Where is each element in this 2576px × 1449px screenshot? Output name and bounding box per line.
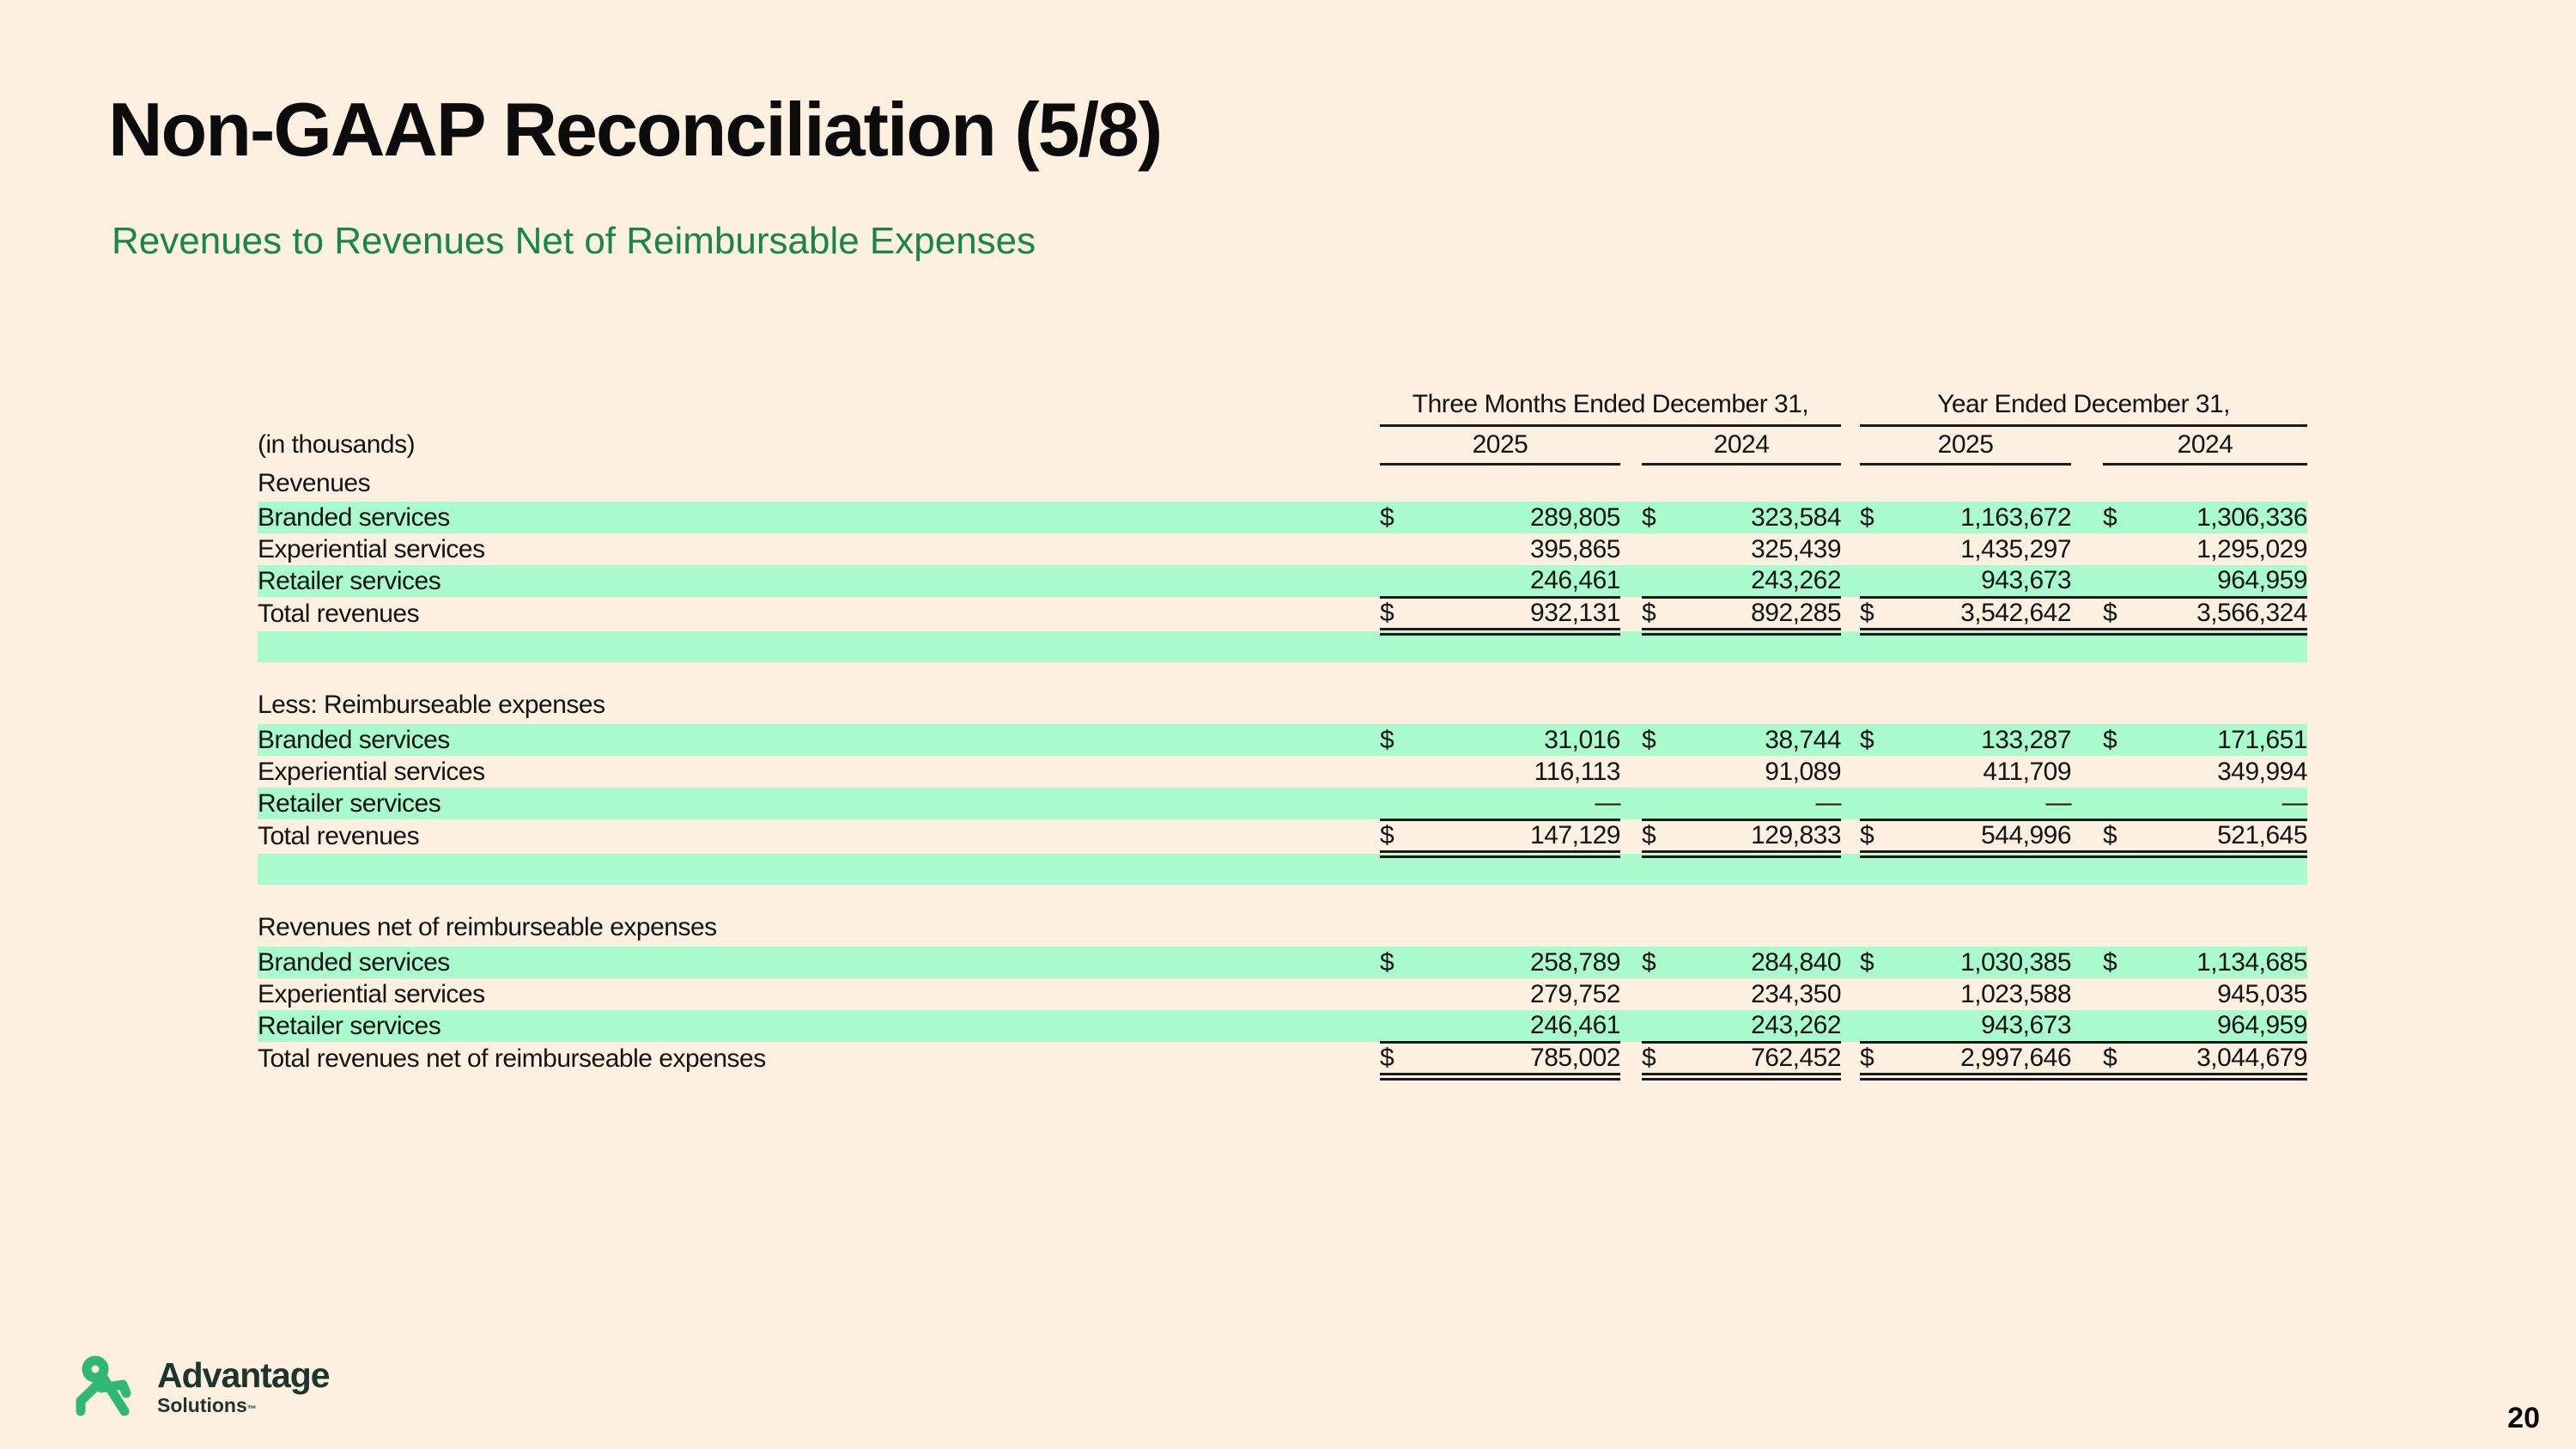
col-year: 2024 (2103, 425, 2307, 464)
cell-value: 284,840 (1676, 947, 1841, 978)
row-label: Experiential services (258, 979, 485, 1008)
dollar-sign: $ (1642, 947, 1676, 978)
column-gap (1841, 533, 1860, 565)
cell-value: 133,287 (1896, 724, 2071, 756)
cell-value: 943,673 (1896, 565, 2071, 597)
row-label: Experiential services (258, 757, 485, 786)
column-gap (2071, 819, 2103, 854)
spacer-cell (258, 631, 2307, 662)
cell-value: 91,089 (1765, 757, 1842, 786)
dollar-sign (1860, 565, 1896, 597)
column-gap (2071, 756, 2103, 788)
table-row (258, 819, 2307, 854)
col-year: 2025 (1380, 425, 1620, 464)
dollar-sign (1642, 978, 1676, 1010)
table-row (258, 978, 2307, 1010)
dollar-sign (2103, 533, 2139, 565)
cell-value: 147,129 (1414, 819, 1620, 854)
cell-value: 411,709 (1983, 757, 2072, 786)
cell-value: 349,994 (2217, 757, 2308, 786)
dollar-sign (1642, 756, 1676, 788)
page-title: Non-GAAP Reconciliation (5/8) (108, 87, 1162, 172)
logo-line2: Solutions™ (157, 1393, 257, 1416)
cell-value: — (2139, 788, 2307, 819)
column-gap (1841, 502, 1860, 533)
dollar-sign: $ (1380, 502, 1414, 533)
units-label: (in thousands) (258, 429, 416, 459)
dollar-sign: $ (2103, 724, 2139, 756)
cell-value: 258,789 (1414, 947, 1620, 978)
cell-value: — (1414, 788, 1620, 819)
page-number: 20 (2507, 1402, 2540, 1434)
dollar-sign (1380, 756, 1414, 788)
column-gap (1620, 756, 1642, 788)
dollar-sign: $ (1642, 724, 1676, 756)
column-gap (1841, 756, 1860, 788)
cell-value: 323,584 (1676, 502, 1841, 533)
cell-value: 116,113 (1534, 757, 1620, 786)
advantage-solutions-logo (73, 1355, 330, 1417)
table-row (258, 533, 2307, 565)
logo-line1: Advantage (157, 1355, 330, 1395)
header-gap (1620, 425, 1642, 464)
dollar-sign: $ (1642, 502, 1676, 533)
dollar-sign: $ (2103, 1042, 2139, 1076)
cell-value: 325,439 (1751, 534, 1842, 563)
cell-value: 932,131 (1414, 597, 1620, 631)
dollar-sign (2103, 1010, 2139, 1042)
column-gap (1841, 1042, 1860, 1076)
cell-value: 1,030,385 (1896, 947, 2071, 978)
table-row (258, 1042, 2307, 1076)
cell-value: 521,645 (2139, 819, 2307, 854)
cell-value: — (1676, 788, 1841, 819)
table-row (258, 947, 2307, 978)
cell-value: 1,306,336 (2139, 502, 2307, 533)
column-gap (2071, 978, 2103, 1010)
section-label: Less: Reimburseable expenses (258, 691, 605, 719)
cell-value: 964,959 (2139, 1010, 2307, 1042)
cell-value: 762,452 (1676, 1042, 1841, 1076)
cell-value: 289,805 (1414, 502, 1620, 533)
dollar-sign (1642, 533, 1676, 565)
row-label: Branded services (258, 724, 1380, 756)
cell-value: 1,295,029 (2196, 534, 2308, 563)
dollar-sign: $ (1380, 1042, 1414, 1076)
trademark-symbol: ™ (246, 1403, 257, 1415)
dollar-sign: $ (1860, 1042, 1896, 1076)
column-gap (2071, 533, 2103, 565)
col-year: 2025 (1860, 425, 2071, 464)
column-gap (1620, 597, 1642, 631)
gap-cell (258, 662, 2307, 686)
cell-value: 1,163,672 (1896, 502, 2071, 533)
cell-value: 246,461 (1414, 1010, 1620, 1042)
cell-value: 1,023,588 (1960, 979, 2072, 1008)
dollar-sign: $ (2103, 597, 2139, 631)
spacer-row (258, 631, 2307, 662)
cell-value: 3,542,642 (1896, 597, 2071, 631)
cell-value: 964,959 (2139, 565, 2307, 597)
column-gap (1620, 1042, 1642, 1076)
dollar-sign: $ (2103, 947, 2139, 978)
column-gap (1841, 947, 1860, 978)
dollar-sign: $ (1380, 947, 1414, 978)
dollar-sign: $ (1642, 1042, 1676, 1076)
row-label: Branded services (258, 502, 1380, 533)
section-row (258, 686, 2307, 724)
cell-value: 943,673 (1896, 1010, 2071, 1042)
dollar-sign (1380, 788, 1414, 819)
table-header-groups (258, 385, 2307, 425)
dollar-sign (1860, 978, 1896, 1010)
column-gap (2071, 597, 2103, 631)
dollar-sign (1642, 1010, 1676, 1042)
column-gap (2071, 565, 2103, 597)
column-gap (1841, 978, 1860, 1010)
col-year: 2024 (1642, 425, 1841, 464)
column-gap (1620, 565, 1642, 597)
section-row (258, 909, 2307, 947)
dollar-sign (1642, 788, 1676, 819)
column-gap (2071, 1010, 2103, 1042)
column-gap (2071, 788, 2103, 819)
column-gap (1841, 1010, 1860, 1042)
dollar-sign: $ (1642, 597, 1676, 631)
column-gap (1620, 1010, 1642, 1042)
header-gap (1841, 425, 1860, 464)
table-row (258, 597, 2307, 631)
cell-value: 3,044,679 (2139, 1042, 2307, 1076)
dollar-sign (1860, 788, 1896, 819)
cell-value: 243,262 (1676, 1010, 1841, 1042)
column-gap (1841, 565, 1860, 597)
cell-value: 129,833 (1676, 819, 1841, 854)
page-subtitle: Revenues to Revenues Net of Reimbursable Expenses (112, 220, 1036, 262)
dollar-sign: $ (2103, 819, 2139, 854)
dollar-sign: $ (1860, 947, 1896, 978)
column-gap (1841, 819, 1860, 854)
cell-value: 544,996 (1896, 819, 2071, 854)
row-label: Total revenues (258, 822, 420, 850)
cell-value: 945,035 (2217, 979, 2308, 1008)
header-spacer (258, 385, 1380, 425)
column-gap (1841, 788, 1860, 819)
cell-value: 38,744 (1676, 724, 1841, 756)
table-row (258, 1010, 2307, 1042)
column-gap (1620, 724, 1642, 756)
section-label: Revenues (258, 468, 371, 497)
column-gap (2071, 1042, 2103, 1076)
gap-row (258, 885, 2307, 909)
logo-text (157, 1355, 330, 1416)
column-gap (2071, 947, 2103, 978)
table-row (258, 756, 2307, 788)
dollar-sign (2103, 565, 2139, 597)
dollar-sign (1860, 1010, 1896, 1042)
dollar-sign (1380, 565, 1414, 597)
cell-value: 31,016 (1414, 724, 1620, 756)
dollar-sign: $ (1642, 819, 1676, 854)
row-label: Total revenues net of reimburseable expenses (258, 1044, 766, 1073)
cell-value: 395,865 (1530, 534, 1620, 563)
reconciliation-table (258, 385, 2307, 1081)
dollar-sign: $ (2103, 502, 2139, 533)
cell-value: 2,997,646 (1896, 1042, 2071, 1076)
dollar-sign (1380, 533, 1414, 565)
header-gap (1841, 385, 1860, 425)
table-row (258, 502, 2307, 533)
row-label: Retailer services (258, 1010, 1380, 1042)
column-gap (1620, 533, 1642, 565)
column-gap (1620, 947, 1642, 978)
cell-value: 234,350 (1751, 979, 1842, 1008)
dollar-sign: $ (1380, 597, 1414, 631)
gap-row (258, 662, 2307, 686)
cell-value: 279,752 (1530, 979, 1620, 1008)
dollar-sign: $ (1860, 724, 1896, 756)
cell-value: 3,566,324 (2139, 597, 2307, 631)
dollar-sign (2103, 978, 2139, 1010)
dollar-sign (1380, 978, 1414, 1010)
table-row (258, 565, 2307, 597)
cell-value: 892,285 (1676, 597, 1841, 631)
spacer-cell (258, 854, 2307, 885)
table-row (258, 788, 2307, 819)
row-label: Branded services (258, 947, 1380, 978)
cell-value: 1,134,685 (2139, 947, 2307, 978)
cell-value: 1,435,297 (1960, 534, 2072, 563)
section-row (258, 464, 2307, 502)
dollar-sign: $ (1860, 597, 1896, 631)
dollar-sign: $ (1380, 724, 1414, 756)
cell-value: 171,651 (2139, 724, 2307, 756)
cell-value: 243,262 (1676, 565, 1841, 597)
column-gap (2071, 724, 2103, 756)
column-gap (2071, 502, 2103, 533)
advantage-figure-icon (73, 1355, 145, 1417)
col-group-three-months: Three Months Ended December 31, (1380, 385, 1841, 425)
column-gap (1620, 819, 1642, 854)
column-gap (1620, 978, 1642, 1010)
row-label: Retailer services (258, 565, 1380, 597)
row-label: Experiential services (258, 534, 485, 563)
col-group-year-ended: Year Ended December 31, (1860, 385, 2307, 425)
cell-value: 246,461 (1414, 565, 1620, 597)
cell-value: 785,002 (1414, 1042, 1620, 1076)
dollar-sign (1642, 565, 1676, 597)
dollar-sign (2103, 788, 2139, 819)
gap-cell (258, 885, 2307, 909)
dollar-sign: $ (1860, 502, 1896, 533)
cell-value: — (1896, 788, 2071, 819)
row-label: Total revenues (258, 600, 420, 628)
dollar-sign (1860, 533, 1896, 565)
header-gap (2071, 425, 2103, 464)
dollar-sign (1860, 756, 1896, 788)
dollar-sign (1380, 1010, 1414, 1042)
row-label: Retailer services (258, 788, 1380, 819)
column-gap (1841, 724, 1860, 756)
spacer-row (258, 854, 2307, 885)
dollar-sign: $ (1860, 819, 1896, 854)
column-gap (1620, 502, 1642, 533)
table-header-years (258, 425, 2307, 464)
dollar-sign: $ (1380, 819, 1414, 854)
column-gap (1620, 788, 1642, 819)
table-row (258, 724, 2307, 756)
section-label: Revenues net of reimburseable expenses (258, 913, 717, 941)
dollar-sign (2103, 756, 2139, 788)
column-gap (1841, 597, 1860, 631)
